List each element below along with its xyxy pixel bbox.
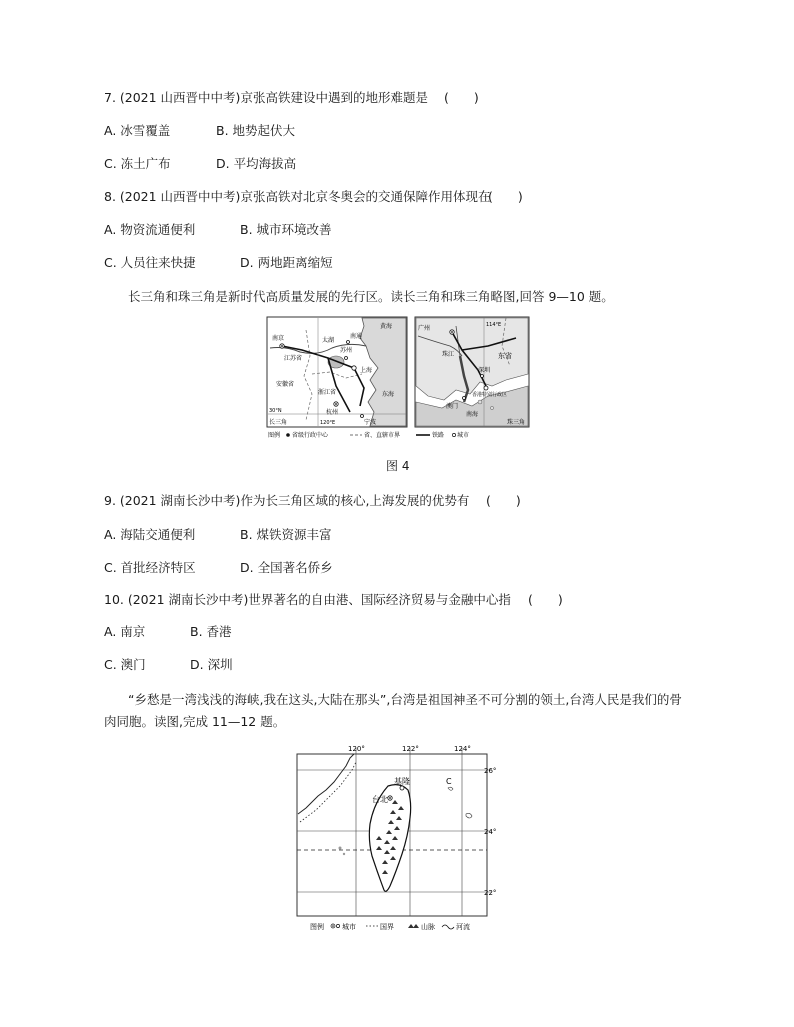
label-guangzhou: 广州 (418, 325, 431, 332)
legend-city: 城市 (457, 432, 470, 439)
q9-stem: 9. (2021 湖南长沙中考)作为长三角区域的核心,上海发展的优势有 (104, 493, 470, 508)
label-pearl-river: 珠江 (442, 351, 455, 358)
q8-option-a: A. 物资流通便利 (104, 222, 196, 237)
q10-answer-paren: ( ) (528, 592, 563, 607)
label-anhui: 安徽省 (276, 381, 295, 388)
taiwan-map (296, 744, 500, 934)
label-pearl-delta: 珠三角 (507, 419, 526, 426)
label-hong-kong: 香港特别行政区 (472, 392, 508, 398)
label-122: 122° (402, 745, 419, 753)
label-keelung: 基隆 (394, 777, 410, 786)
q9-option-c: C. 首批经济特区 (104, 560, 196, 575)
q8-option-c: C. 人员往来快捷 (104, 255, 196, 270)
q8-option-b: B. 城市环境改善 (240, 222, 332, 237)
label-yangtze-delta: 长三角 (269, 419, 288, 426)
q10-option-c: C. 澳门 (104, 657, 146, 672)
taiwan-legend-river: 河流 (456, 923, 470, 931)
label-taihu: 太湖 (322, 337, 335, 344)
label-120: 120° (348, 745, 365, 753)
label-30n: 30°N (269, 408, 282, 414)
q7-option-b: B. 地势起伏大 (216, 123, 296, 138)
pearl-delta-map (415, 317, 529, 427)
label-22: 22° (484, 889, 497, 897)
label-jiangsu: 江苏省 (284, 355, 303, 362)
legend-title: 图例 (268, 432, 281, 439)
label-south-sea: 南海 (466, 411, 479, 418)
figure-4-maps (266, 316, 530, 440)
label-taipei: 台北 (372, 795, 388, 804)
taiwan-legend-border: 国界 (380, 923, 394, 931)
label-point-c: C (446, 777, 452, 786)
legend-provincial-capital: 省级行政中心 (292, 432, 329, 439)
intro-paragraph-11-12: “乡愁是一湾浅浅的海峡,我在这头,大陆在那头”,台湾是祖国神圣不可分割的领土,台湾人民是我们的骨肉同胞。读图,完成 11—12 题。 (104, 692, 682, 729)
q10-option-a: A. 南京 (104, 624, 146, 639)
q9-option-a: A. 海陆交通便利 (104, 527, 196, 542)
q7-option-d: D. 平均海拔高 (216, 156, 297, 171)
legend-border: 省、直辖市界 (364, 432, 401, 439)
q10-option-b: B. 香港 (190, 624, 232, 639)
q9-option-b: B. 煤铁资源丰富 (240, 527, 332, 542)
q8-stem: 8. (2021 山西晋中中考)京张高铁对北京冬奥会的交通保障作用体现在 (104, 189, 491, 204)
label-nantong: 南通 (350, 333, 363, 340)
q9-answer-paren: ( ) (486, 493, 521, 508)
q7-option-c: C. 冻土广布 (104, 156, 171, 171)
label-shenzhen: 深圳 (478, 367, 491, 374)
q7-stem: 7. (2021 山西晋中中考)京张高铁建设中遇到的地形难题是 (104, 90, 428, 105)
label-yellow-sea: 黄海 (380, 323, 393, 330)
label-24: 24° (484, 828, 497, 836)
legend-railway: 铁路 (432, 432, 445, 439)
q7-option-a: A. 冰雪覆盖 (104, 123, 171, 138)
label-nanjing: 南京 (272, 335, 285, 342)
label-shanghai: 上海 (360, 367, 373, 374)
taiwan-legend-title: 图例 (310, 923, 324, 931)
label-120e: 120°E (320, 420, 336, 426)
q7-answer-paren: ( ) (444, 90, 479, 105)
label-ningbo: 宁波 (364, 419, 377, 426)
label-114e: 114°E (486, 322, 502, 328)
yangtze-delta-map (267, 317, 407, 427)
label-26: 26° (484, 767, 497, 775)
label-east-sea: 东海 (382, 391, 395, 398)
label-macau: 澳门 (446, 403, 459, 410)
q8-answer-paren: ( ) (488, 189, 523, 204)
q8-option-d: D. 两地距离缩短 (240, 255, 333, 270)
label-zhejiang: 浙江省 (318, 389, 337, 396)
intro-paragraph-9-10: 长三角和珠三角是新时代高质量发展的先行区。读长三角和珠三角略图,回答 9—10 题。 (128, 289, 614, 304)
taiwan-legend-city: 城市 (342, 923, 356, 931)
label-suzhou: 苏州 (340, 347, 353, 354)
label-hangzhou: 杭州 (326, 409, 339, 416)
q10-option-d: D. 深圳 (190, 657, 233, 672)
q10-stem: 10. (2021 湖南长沙中考)世界著名的自由港、国际经济贸易与金融中心指 (104, 592, 511, 607)
label-124: 124° (454, 745, 471, 753)
figure-4-legend (268, 431, 469, 439)
label-dongsheng: 东省 (498, 352, 512, 360)
q9-option-d: D. 全国著名侨乡 (240, 560, 333, 575)
taiwan-legend-mountain: 山脉 (421, 923, 435, 931)
figure-4-caption: 图 4 (386, 459, 410, 473)
